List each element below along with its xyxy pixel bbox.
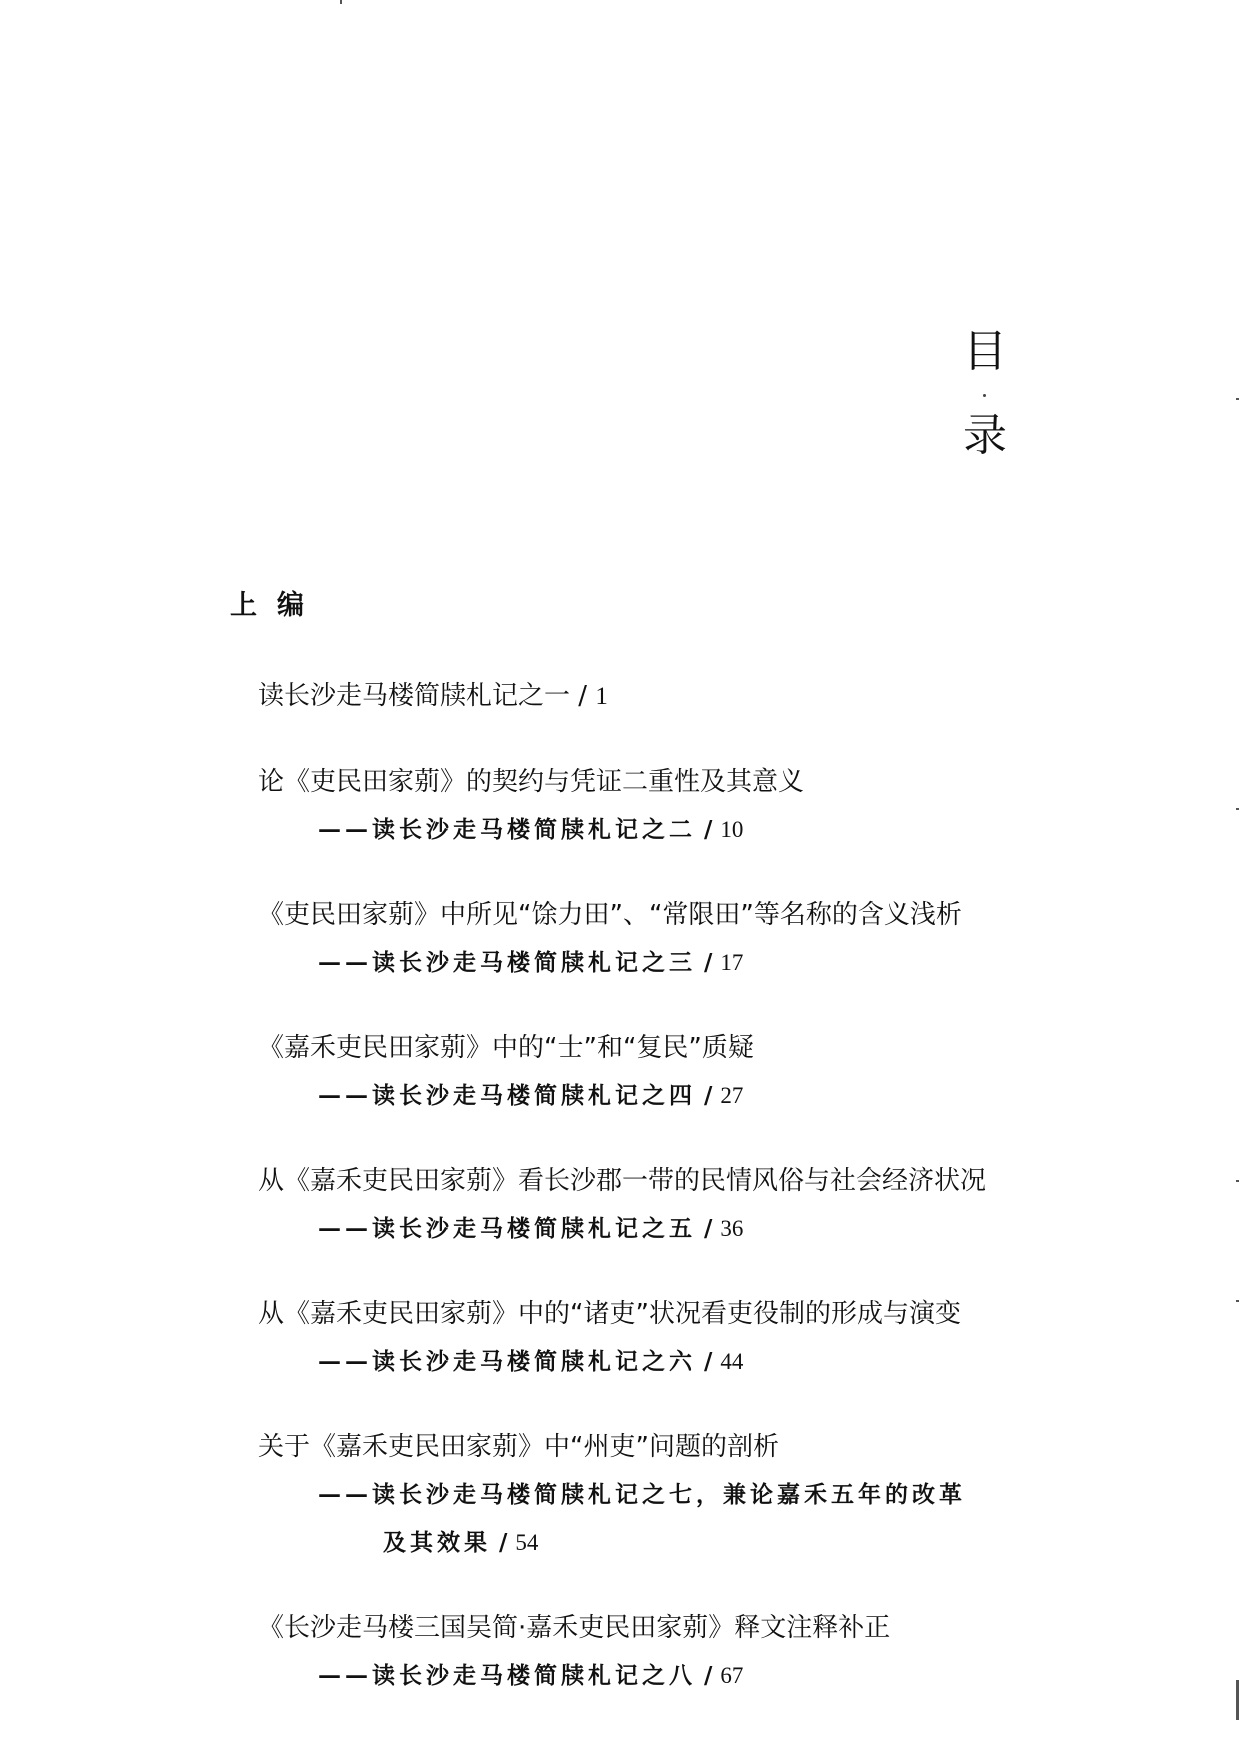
entry-subtitle-text: ——读长沙走马楼简牍札记之五 — [318, 1215, 696, 1242]
toc-entry-3[interactable] — [258, 891, 1058, 987]
entry-subtitle-text: ——读长沙走马楼简牍札记之四 — [318, 1082, 696, 1109]
page-number: 27 — [720, 1083, 744, 1108]
page-separator: / — [491, 1529, 516, 1556]
page-number: 1 — [595, 683, 608, 710]
toc-entry-7[interactable] — [258, 1423, 1058, 1567]
entry-title: 从《嘉禾吏民田家莂》中的“诸吏”状况看吏役制的形成与演变 — [258, 1299, 961, 1329]
table-of-contents — [258, 672, 1058, 1737]
entry-title-text: 读长沙走马楼简牍札记之一 — [258, 681, 571, 711]
page-title — [955, 326, 1015, 461]
entry-subtitle — [258, 806, 1058, 854]
page-separator: / — [696, 1348, 721, 1375]
entry-subtitle: ——读长沙走马楼简牍札记之七，兼论嘉禾五年的改革 — [318, 1481, 966, 1508]
toc-entry-8[interactable] — [258, 1604, 1058, 1700]
scan-mark — [1236, 1680, 1239, 1720]
title-dot — [983, 394, 986, 397]
page-number: 10 — [720, 817, 744, 842]
scan-mark — [1236, 808, 1239, 810]
entry-subtitle — [258, 1205, 1058, 1253]
entry-subtitle — [258, 1072, 1058, 1120]
section-heading: 上编 — [230, 590, 324, 621]
entry-subtitle — [258, 939, 1058, 987]
scan-mark — [340, 0, 342, 4]
entry-subtitle — [258, 1652, 1058, 1700]
scan-mark — [1236, 1300, 1239, 1302]
entry-title: 从《嘉禾吏民田家莂》看长沙郡一带的民情风俗与社会经济状况 — [258, 1166, 987, 1196]
toc-entry-4[interactable] — [258, 1024, 1058, 1120]
page-number: 36 — [720, 1216, 744, 1241]
entry-subtitle-text: ——读长沙走马楼简牍札记之六 — [318, 1348, 696, 1375]
page-number: 44 — [720, 1349, 744, 1374]
entry-title: 关于《嘉禾吏民田家莂》中“州吏”问题的剖析 — [258, 1432, 779, 1462]
entry-subtitle-text: ——读长沙走马楼简牍札记之二 — [318, 816, 696, 843]
entry-title: 《长沙走马楼三国吴简·嘉禾吏民田家莂》释文注释补正 — [258, 1613, 891, 1643]
entry-title: 《吏民田家莂》中所见“馀力田”、“常限田”等名称的含义浅析 — [258, 900, 962, 930]
entry-subtitle-cont-text: 及其效果 — [383, 1529, 491, 1556]
page-separator: / — [696, 1215, 721, 1242]
page-separator: / — [696, 816, 721, 843]
toc-entry-1[interactable] — [258, 672, 1058, 721]
page-separator: / — [696, 1662, 721, 1689]
title-char-2: 录 — [963, 410, 1007, 461]
entry-title — [258, 672, 1058, 721]
page-number: 17 — [720, 950, 744, 975]
page-number: 67 — [720, 1663, 744, 1688]
page-number: 54 — [515, 1530, 539, 1555]
toc-entry-2[interactable] — [258, 758, 1058, 854]
entry-title: 《嘉禾吏民田家莂》中的“士”和“复民”质疑 — [258, 1033, 754, 1063]
page-separator: / — [696, 949, 721, 976]
entry-subtitle — [258, 1338, 1058, 1386]
toc-entry-6[interactable] — [258, 1290, 1058, 1386]
scan-mark — [1236, 398, 1239, 400]
title-char-1: 目 — [963, 326, 1007, 377]
page-separator: / — [696, 1082, 721, 1109]
toc-entry-5[interactable] — [258, 1157, 1058, 1253]
entry-subtitle-text: ——读长沙走马楼简牍札记之八 — [318, 1662, 696, 1689]
page-separator: / — [570, 681, 596, 711]
entry-title: 论《吏民田家莂》的契约与凭证二重性及其意义 — [258, 767, 805, 797]
entry-subtitle-text: ——读长沙走马楼简牍札记之三 — [318, 949, 696, 976]
entry-subtitle-continued — [258, 1519, 1058, 1567]
scan-mark — [1236, 1180, 1239, 1182]
